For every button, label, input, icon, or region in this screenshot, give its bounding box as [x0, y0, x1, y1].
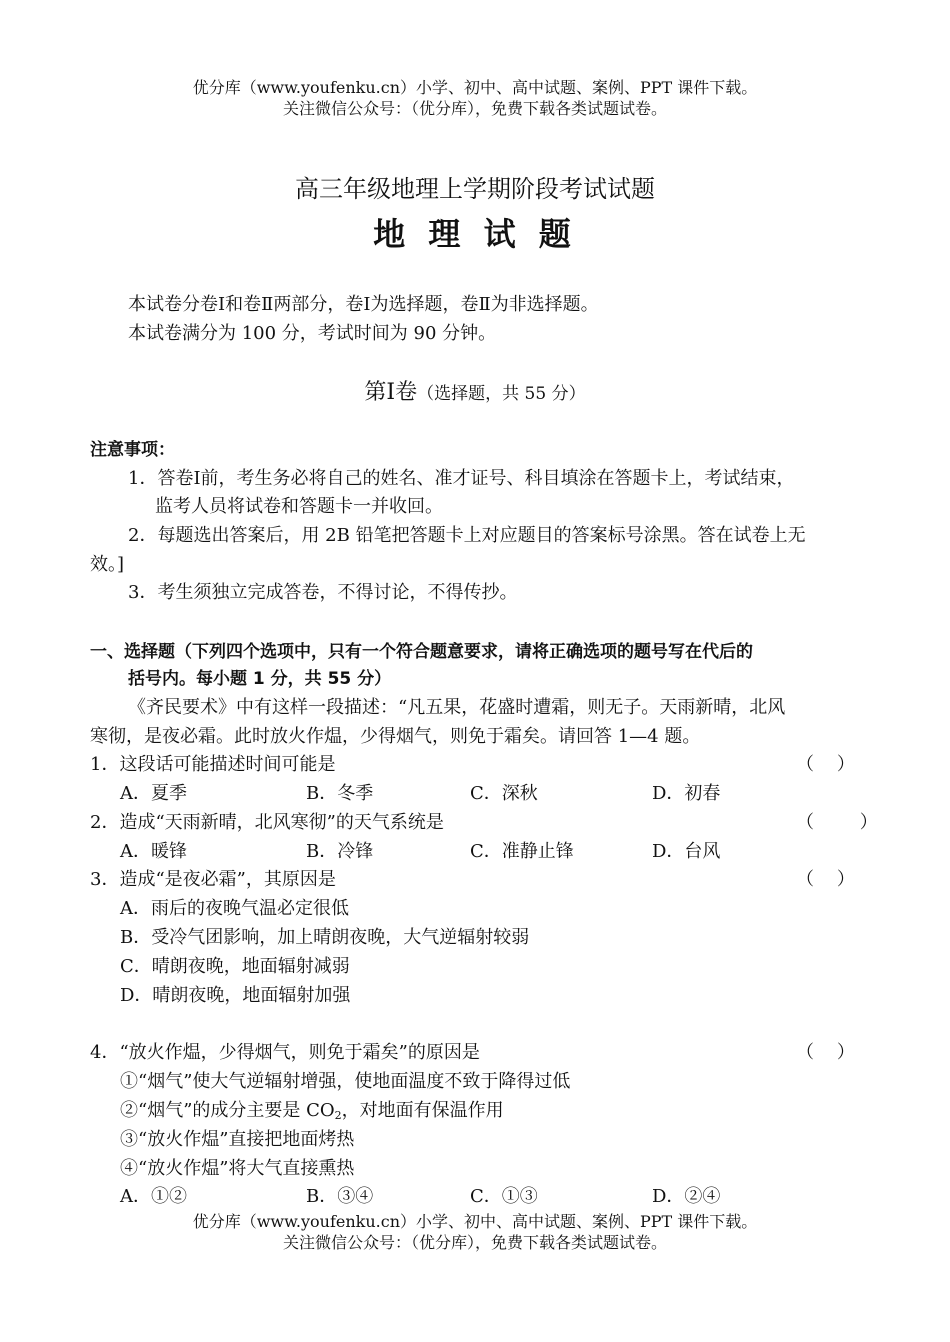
footer-line-1: 优分库（www.youfenku.cn）小学、初中、高中试题、案例、PPT 课件下载。: [192, 1212, 758, 1231]
notice-heading: 注意事项：: [90, 440, 175, 460]
header-line-1: 优分库（www.youfenku.cn）小学、初中、高中试题、案例、PPT 课件下载。: [192, 78, 758, 97]
passage-line-1: 《齐民要术》中有这样一段描述：“凡五果，花盛时遭霜，则无子。天雨新晴，北风: [128, 697, 786, 718]
q1-stem: 1．这段话可能描述时间可能是: [90, 754, 336, 775]
q4-option-d: D．②④: [652, 1186, 721, 1207]
q4-option-a: A．①②: [120, 1186, 187, 1207]
notice-item-3: 3．考生须独立完成答卷，不得讨论，不得传抄。: [128, 582, 518, 603]
q1-option-b: B．冬季: [306, 783, 374, 804]
q4-statement-3: ③“放火作煴”直接把地面烤热: [120, 1129, 355, 1150]
q2-option-d: D．台风: [652, 841, 721, 862]
q2-stem: 2．造成“天雨新晴，北风寒彻”的天气系统是: [90, 812, 444, 833]
notice-item-1b: 监考人员将试卷和答题卡一并收回。: [155, 496, 443, 517]
header-line-2: 关注微信公众号：（优分库），免费下载各类试题试卷。: [282, 99, 667, 118]
q2-answer-bracket: （ ）: [796, 812, 878, 833]
q4-answer-bracket: （ ）: [796, 1042, 855, 1063]
notice-item-2a: 2．每题选出答案后，用 2B 铅笔把答题卡上对应题目的答案标号涂黑。答在试卷上无: [128, 525, 806, 546]
q4-stem: 4．“放火作煴，少得烟气，则免于霜矣”的原因是: [90, 1042, 480, 1063]
q2-option-b: B．冷锋: [306, 841, 374, 862]
q3-option-c: C．晴朗夜晚，地面辐射减弱: [120, 956, 350, 977]
q2-option-c: C．准静止锋: [470, 841, 574, 862]
part1-heading-a: 一、选择题（下列四个选项中，只有一个符合题意要求，请将正确选项的题号写在代后的: [90, 642, 753, 662]
q4-option-b: B．③④: [306, 1186, 374, 1207]
q2-option-a: A．暖锋: [120, 841, 187, 862]
q4-statement-2: [120, 1098, 504, 1129]
exam-title: 高三年级地理上学期阶段考试试题: [295, 175, 655, 203]
q4-statement-1: ①“烟气”使大气逆辐射增强，使地面温度不致于降得过低: [120, 1071, 571, 1092]
q3-stem: 3．造成“是夜必霜”，其原因是: [90, 869, 336, 890]
q3-answer-bracket: （ ）: [796, 869, 855, 890]
intro-line-2: 本试卷满分为 100 分，考试时间为 90 分钟。: [128, 323, 497, 344]
subject-title: 地 理 试 题: [373, 215, 577, 253]
q4-statement-2-post: ，对地面有保温作用: [341, 1100, 504, 1121]
q4-option-c: C．①③: [470, 1186, 538, 1207]
q3-option-a: A．雨后的夜晚气温必定很低: [120, 898, 349, 919]
q1-option-c: C．深秋: [470, 783, 538, 804]
q3-option-b: B．受冷气团影响，加上晴朗夜晚，大气逆辐射较弱: [120, 927, 530, 948]
q4-statement-4: ④“放火作煴”将大气直接熏热: [120, 1158, 355, 1179]
section-note: （选择题，共 55 分）: [417, 384, 586, 404]
section-title: 第Ⅰ卷: [364, 380, 418, 405]
notice-item-1a: 1．答卷Ⅰ前，考生务必将自己的姓名、准才证号、科目填涂在答题卡上，考试结束，: [128, 468, 795, 489]
section-heading: [0, 380, 950, 407]
q4-statement-2-pre: ②“烟气”的成分主要是 CO: [120, 1100, 335, 1121]
intro-line-1: 本试卷分卷Ⅰ和卷Ⅱ两部分，卷Ⅰ为选择题，卷Ⅱ为非选择题。: [128, 294, 599, 315]
part1-heading-b: 括号内。每小题 1 分，共 55 分）: [128, 669, 392, 689]
footer-line-2: 关注微信公众号：（优分库），免费下载各类试题试卷。: [282, 1233, 667, 1252]
q1-option-d: D．初春: [652, 783, 721, 804]
q3-option-d: D．晴朗夜晚，地面辐射加强: [120, 985, 351, 1006]
q1-answer-bracket: （ ）: [796, 754, 855, 775]
notice-item-2b: 效。]: [90, 554, 125, 575]
passage-line-2: 寒彻，是夜必霜。此时放火作煴，少得烟气，则免于霜矣。请回答 1—4 题。: [90, 726, 701, 747]
q4-statement-2-sub: 2: [334, 1109, 342, 1122]
q1-option-a: A．夏季: [120, 783, 187, 804]
